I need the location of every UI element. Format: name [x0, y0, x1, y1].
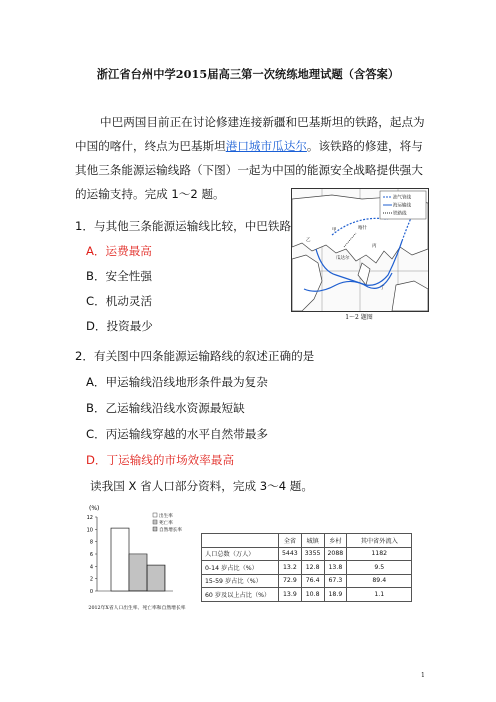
table-cell: 13.9: [279, 588, 302, 602]
q2-option-c: C．丙运输线穿越的水平自然带最多: [86, 427, 269, 441]
map-label-kashgar: 喀什: [358, 226, 367, 231]
table-cell: 13.2: [279, 561, 302, 575]
legend-label: 出生率: [159, 514, 173, 519]
table-header-cell: 乡村: [324, 534, 347, 548]
table-header-row: [202, 534, 412, 548]
bar-1: [111, 528, 129, 591]
q1-option-d: D．投资最少: [86, 319, 153, 333]
legend-sea-route: 海运输线: [393, 203, 411, 209]
table-cell: 0-14 岁占比（%）: [202, 561, 279, 575]
question-3-intro: 读我国 X 省人口部分资料，完成 3～4 题。: [90, 479, 313, 493]
y-tick-label: 10: [86, 527, 93, 534]
page-number: 1: [421, 672, 425, 679]
table-header-cell: [202, 534, 279, 548]
q1-option-a: A．运费最高: [86, 244, 152, 258]
population-table: [201, 533, 412, 602]
table-header-cell: 其中省外流入: [347, 534, 412, 548]
y-tick-label: 12: [86, 515, 93, 521]
table-cell: 1.1: [347, 588, 412, 602]
legend-swatch: [153, 520, 157, 524]
q2-option-a: A．甲运输线沿线地形条件最为复杂: [86, 375, 268, 389]
page-title: 浙江省台州中学2015届高三第一次统练地理试题（含答案）: [96, 67, 400, 81]
table-cell: 18.9: [324, 588, 347, 602]
q2-option-b: B．乙运输线沿线水资源最短缺: [86, 401, 245, 415]
table-cell: 2088: [324, 547, 347, 561]
q1-option-b: B．安全性强: [86, 269, 152, 283]
map-label-jia: 甲: [332, 228, 337, 233]
table-cell: 76.4: [301, 574, 324, 588]
y-tick-label: 8: [89, 539, 93, 546]
y-tick-label: 6: [89, 552, 93, 558]
q1-option-c: C．机动灵活: [86, 294, 153, 308]
port-city-link[interactable]: 港口城市瓜达尔: [225, 139, 307, 153]
intro-line-4: 的运输支持。完成 1～2 题。: [75, 187, 225, 201]
y-tick-label: 4: [89, 564, 93, 571]
intro-line-3: 其他三条能源运输线路（下图）一起为中国的能源安全战略提供强大: [75, 163, 423, 177]
table-header-cell: 全省: [279, 534, 302, 548]
chart-unit-label: (%): [89, 505, 100, 512]
table-cell: 67.3: [324, 574, 347, 588]
table-cell: 89.4: [347, 574, 412, 588]
table-row: [202, 547, 412, 561]
table-cell: 人口总数（万人）: [202, 547, 279, 561]
table-cell: 12.8: [301, 561, 324, 575]
table-cell: 60 岁及以上占比（%）: [202, 588, 279, 602]
table-cell: 3355: [301, 547, 324, 561]
intro-line-2a: 中国的喀什，终点为巴基斯坦: [75, 139, 226, 153]
map-label-bing: 丙: [372, 244, 377, 249]
question-1: 1．与其他三条能源运输线比较，中巴铁路: [75, 219, 292, 233]
table-row: [202, 588, 412, 602]
map-label-yi: 乙: [306, 238, 311, 243]
legend-label: 自然增长率: [159, 528, 182, 533]
map-label-ding: 丁: [380, 286, 385, 291]
intro-line-2b: 。该铁路的修建，将与: [306, 139, 423, 153]
table-cell: 10.8: [301, 588, 324, 602]
bar-3: [147, 565, 165, 591]
table-cell: 13.8: [324, 561, 347, 575]
map-label-gwadar: 瓜达尔: [336, 256, 350, 261]
table-cell: 1182: [347, 547, 412, 561]
table-cell: 5443: [279, 547, 302, 561]
table-cell: 9.5: [347, 561, 412, 575]
legend-swatch: [153, 513, 157, 517]
chart-caption: 2012年X省人口出生率、死亡率和自然增长率: [88, 606, 186, 611]
table-cell: 15-59 岁占比（%）: [202, 574, 279, 588]
population-rate-chart: [75, 505, 200, 615]
table-row: [202, 561, 412, 575]
y-tick-label: 2: [89, 576, 93, 583]
q2-option-d: D．丁运输线的市场效率最高: [86, 453, 235, 467]
question-2: 2．有关图中四条能源运输路线的叙述正确的是: [75, 349, 315, 363]
legend-swatch: [153, 527, 157, 531]
energy-routes-map: [291, 188, 429, 312]
legend-pipeline: 油气管线: [393, 195, 411, 201]
map-caption: 1～2 题图: [345, 314, 373, 321]
legend-railway: 铁路线: [393, 211, 407, 217]
bar-2: [129, 554, 147, 591]
y-tick-label: 0: [89, 589, 93, 595]
table-cell: 72.9: [279, 574, 302, 588]
legend-label: 死亡率: [159, 521, 173, 526]
intro-line-1: 中巴两国目前正在讨论修建连接新疆和巴基斯坦的铁路，起点为: [100, 115, 425, 129]
table-row: [202, 574, 412, 588]
table-header-cell: 城镇: [301, 534, 324, 548]
